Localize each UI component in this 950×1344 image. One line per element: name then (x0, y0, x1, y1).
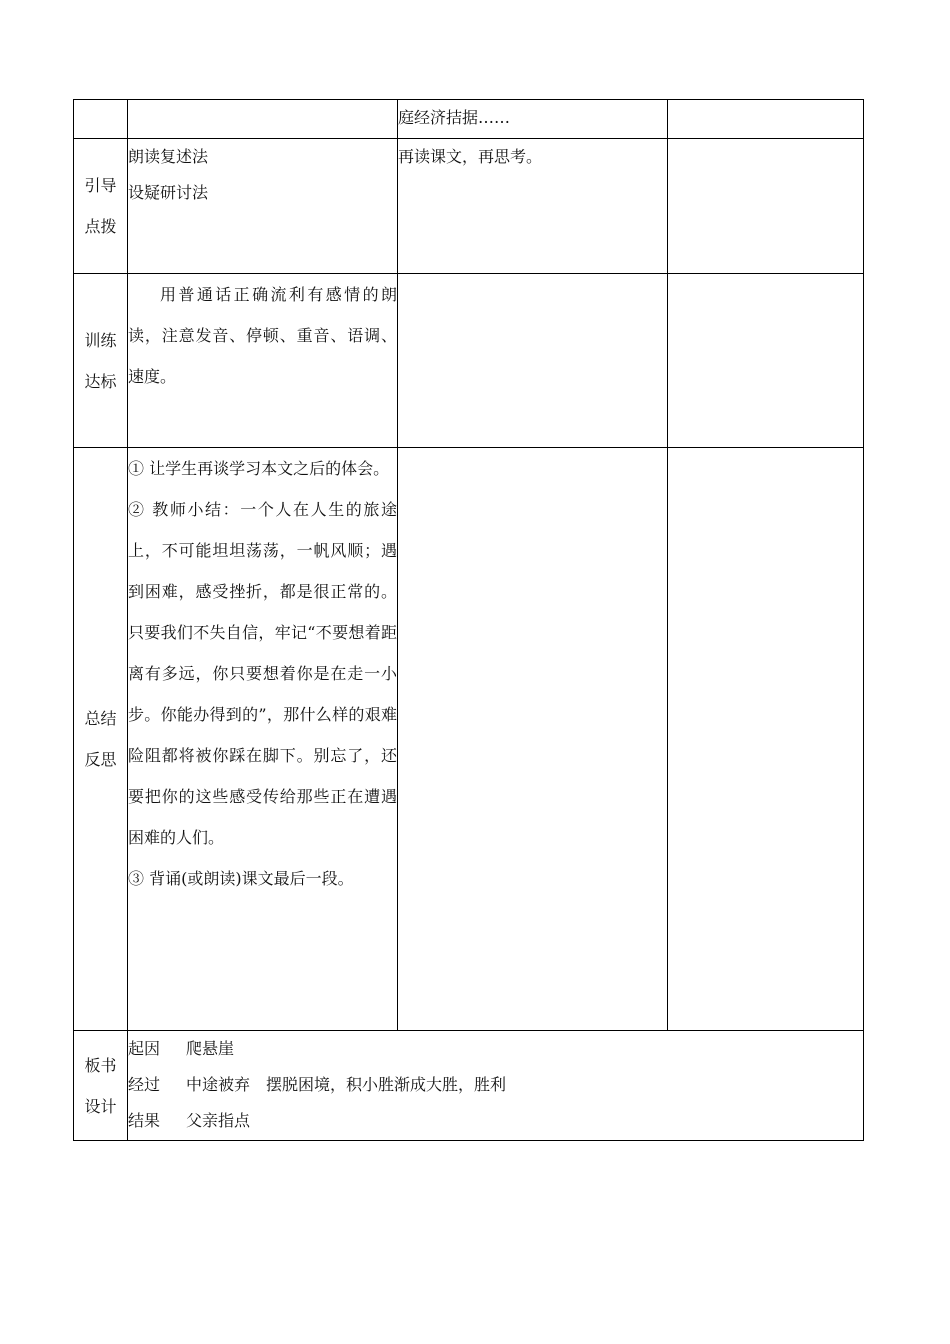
note-cell (668, 274, 864, 448)
method-cell (128, 139, 398, 274)
method-cell (128, 274, 398, 448)
board-design-cell (128, 1031, 864, 1141)
table-row-practice (74, 274, 864, 448)
student-activity-text: 再读课文，再思考。 (398, 147, 543, 166)
method-item: 朗读复述法 (128, 147, 209, 166)
board-line-process: 经过 中途被弃 摆脱困境，积小胜渐成大胜，胜利 (128, 1075, 507, 1094)
board-line-result: 结果 父亲指点 (128, 1111, 251, 1130)
row-label-guidance: 引导 点拨 (74, 139, 128, 274)
table-row-continuation (74, 100, 864, 139)
row-label-practice: 训练 达标 (74, 274, 128, 448)
method-cell-empty (128, 100, 398, 139)
student-activity-cell (398, 448, 668, 1031)
practice-text: 用普通话正确流利有感情的朗读，注意发音、停顿、重音、语调、速度。 (128, 285, 397, 386)
note-cell (668, 139, 864, 274)
row-label-board-design: 板书 设计 (74, 1031, 128, 1141)
table-row-board-design (74, 1031, 864, 1141)
summary-item-1: ① 让学生再谈学习本文之后的体会。 (128, 459, 390, 478)
summary-item-2: ② 教师小结：一个人在人生的旅途上，不可能坦坦荡荡，一帆风顺；遇到困难，感受挫折，都是很正常的。只要我们不失自信，牢记“不要想着距离有多远，你只要想着你是在走一小步。你能办得到的”，那什么样的艰难险阻都将被你踩在脚下。别忘了，还要把你的这些感受传给那些正在遭遇困难的人们。 (128, 500, 397, 847)
label-cell-empty (74, 100, 128, 139)
board-line-cause: 起因 爬悬崖 (128, 1039, 235, 1058)
table-row-summary (74, 448, 864, 1031)
method-item: 设疑研讨法 (128, 183, 209, 202)
summary-item-3: ③ 背诵(或朗读)课文最后一段。 (128, 869, 354, 888)
student-activity-cell (398, 139, 668, 274)
table-row-guidance (74, 139, 864, 274)
student-activity-cell (398, 274, 668, 448)
note-cell (668, 448, 864, 1031)
row-label-summary: 总结 反思 (74, 448, 128, 1031)
note-cell (668, 100, 864, 139)
student-activity-text: 庭经济拮据…… (398, 108, 511, 127)
summary-cell (128, 448, 398, 1031)
student-activity-cell (398, 100, 668, 139)
lesson-plan-table (73, 99, 864, 1141)
